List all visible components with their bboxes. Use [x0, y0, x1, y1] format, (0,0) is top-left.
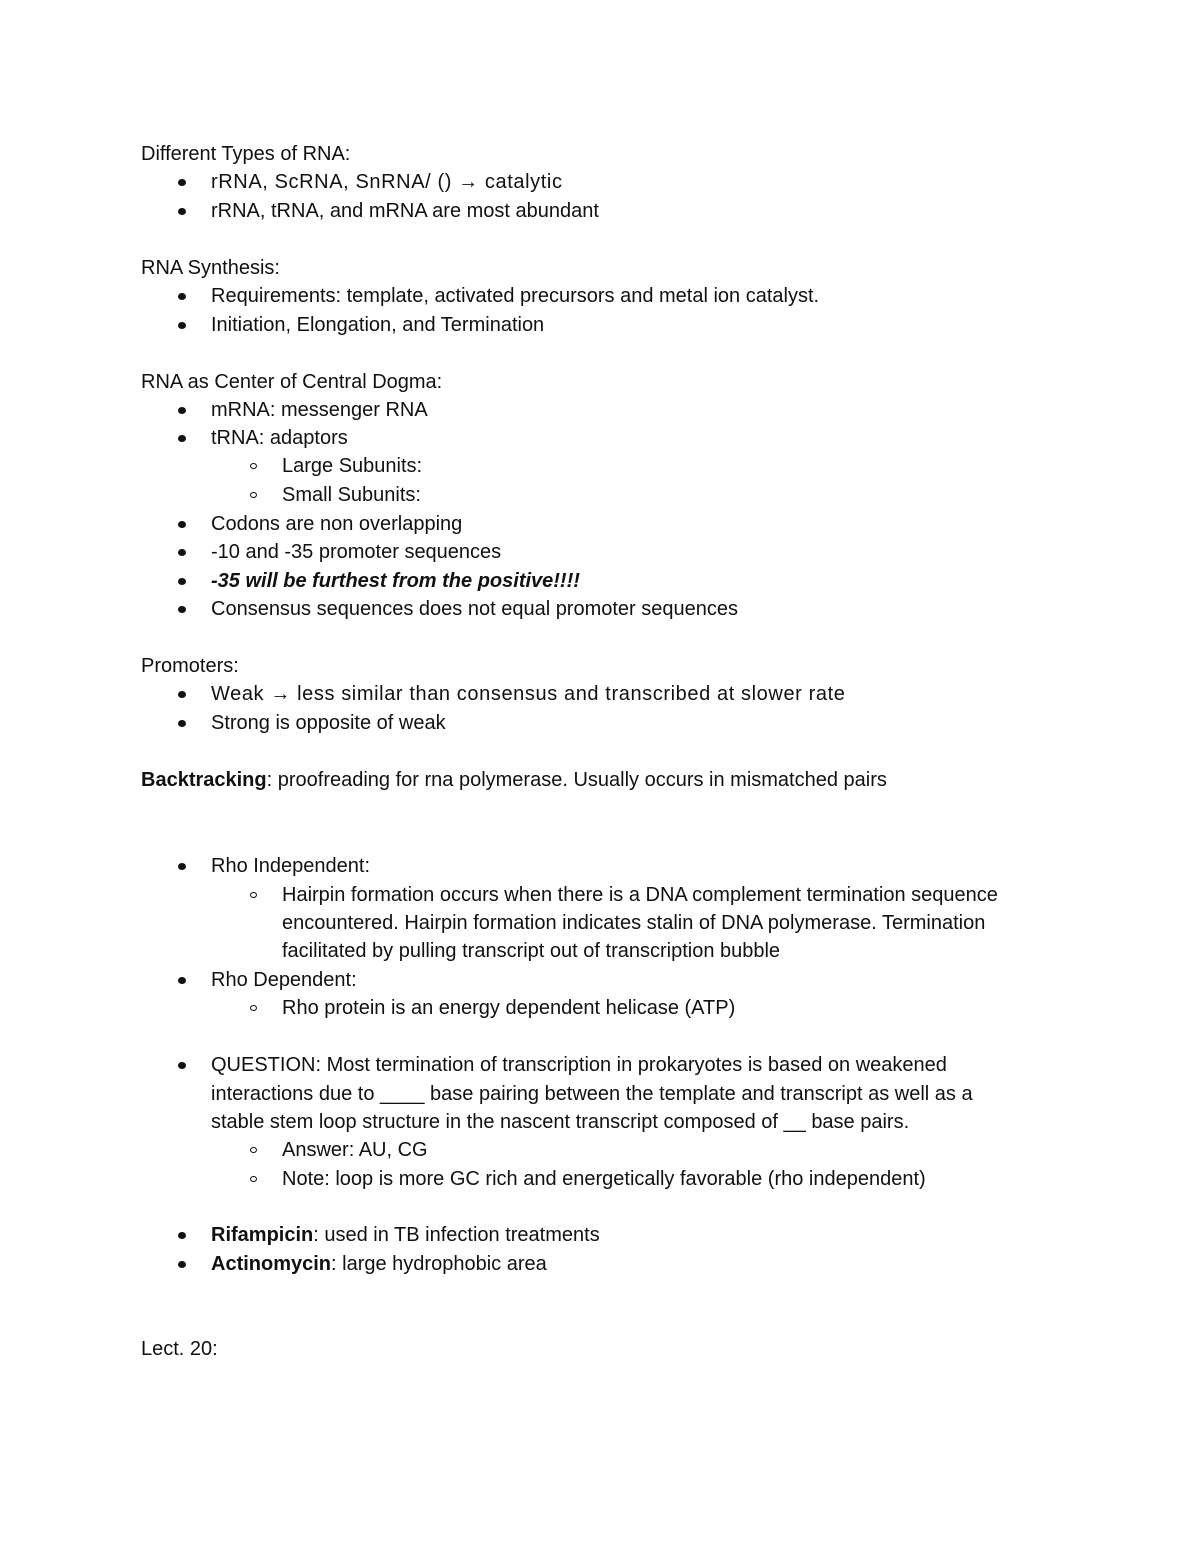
rifampicin-definition: : used in TB infection treatments	[313, 1224, 600, 1246]
list-item: mRNA: messenger RNA	[211, 396, 428, 424]
list-item: Initiation, Elongation, and Termination	[211, 311, 544, 339]
list-item: Requirements: template, activated precursors and metal ion catalyst.	[211, 282, 819, 310]
list-item: Consensus sequences does not equal promoter sequences	[211, 595, 738, 623]
heading-promoters: Promoters:	[141, 655, 239, 677]
sub-list-item: Hairpin formation occurs when there is a DNA complement termination sequence	[282, 881, 998, 909]
rifampicin-term: Rifampicin	[211, 1224, 314, 1246]
list-item: tRNA: adaptors	[211, 424, 348, 452]
list-item: -10 and -35 promoter sequences	[211, 538, 501, 566]
list-item: Weak → less similar than consensus and transcribed at slower rate	[211, 680, 845, 708]
answer-item: Answer: AU, CG	[282, 1136, 428, 1164]
sub-list-item-continuation: encountered. Hairpin formation indicates stalin of DNA polymerase. Termination	[282, 912, 986, 934]
lecture-heading: Lect. 20:	[141, 1338, 218, 1360]
list-item: Strong is opposite of weak	[211, 709, 446, 737]
backtracking-paragraph	[141, 766, 887, 794]
list-item: Rho Dependent:	[211, 966, 357, 994]
question-continuation: stable stem loop structure in the nascent transcript composed of __ base pairs.	[211, 1111, 910, 1133]
heading-types-of-rna: Different Types of RNA:	[141, 143, 351, 165]
list-item: Codons are non overlapping	[211, 510, 462, 538]
actinomycin-definition: : large hydrophobic area	[331, 1253, 547, 1275]
question-continuation: interactions due to ____ base pairing between the template and transcript as well as a	[211, 1083, 973, 1105]
actinomycin-term: Actinomycin	[211, 1253, 332, 1275]
sub-list-item-continuation: facilitated by pulling transcript out of transcription bubble	[282, 940, 781, 962]
list-item-emphasis: -35 will be furthest from the positive!!!!	[211, 567, 580, 595]
list-item-actinomycin	[211, 1250, 547, 1278]
heading-rna-synthesis: RNA Synthesis:	[141, 257, 280, 279]
heading-central-dogma: RNA as Center of Central Dogma:	[141, 371, 443, 393]
sub-list-item: Small Subunits:	[282, 481, 421, 509]
note-item: Note: loop is more GC rich and energetically favorable (rho independent)	[282, 1165, 926, 1193]
question-item: QUESTION: Most termination of transcription in prokaryotes is based on weakened	[211, 1051, 947, 1079]
sub-list-item: Rho protein is an energy dependent helicase (ATP)	[282, 994, 735, 1022]
backtracking-term: Backtracking	[141, 769, 267, 791]
sub-list-item: Large Subunits:	[282, 452, 422, 480]
list-item: rRNA, tRNA, and mRNA are most abundant	[211, 197, 599, 225]
backtracking-definition: : proofreading for rna polymerase. Usually occurs in mismatched pairs	[266, 769, 887, 791]
list-item: Rho Independent:	[211, 852, 370, 880]
list-item-rifampicin	[211, 1221, 600, 1249]
list-item: rRNA, ScRNA, SnRNA/ () → catalytic	[211, 168, 563, 196]
